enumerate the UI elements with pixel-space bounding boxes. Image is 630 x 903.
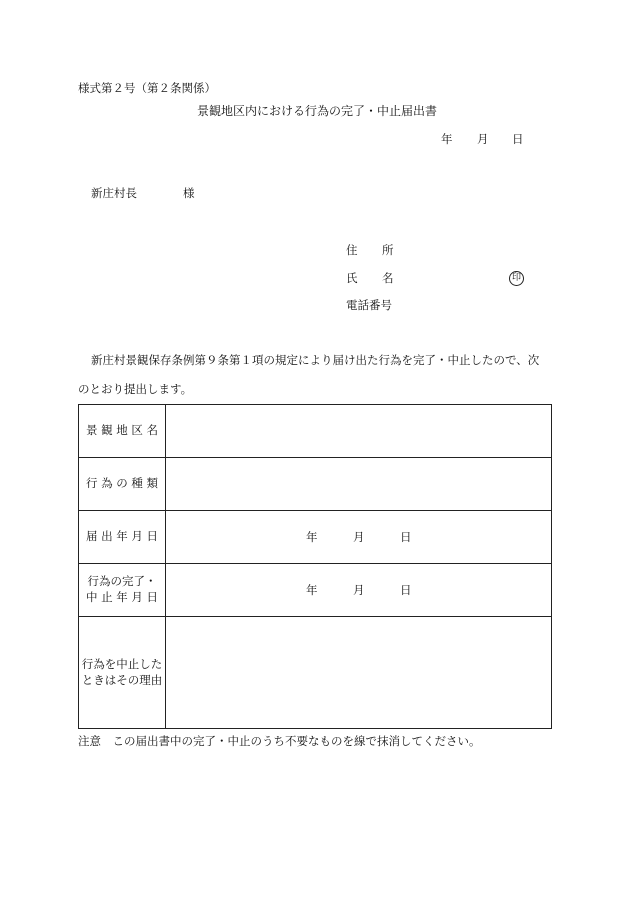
- notification-date-field[interactable]: [166, 511, 552, 564]
- completion-month: 月: [353, 583, 365, 597]
- completion-date-field[interactable]: [166, 564, 552, 617]
- form-table: [78, 404, 552, 729]
- cancellation-reason-label: [79, 617, 166, 729]
- action-type-label: 行 為 の 種 類: [79, 458, 166, 511]
- body-text-line-1: 新庄村景観保存条例第９条第１項の規定により届け出た行為を完了・中止したので、次: [91, 353, 540, 367]
- document-title: 景観地区内における行為の完了・中止届出書: [197, 104, 438, 118]
- cancellation-reason-field[interactable]: [166, 617, 552, 729]
- note-text: 注意 この届出書中の完了・中止のうち不要なものを線で抹消してください。: [78, 734, 481, 748]
- notification-year: 年: [306, 530, 318, 544]
- submission-month: 月: [477, 132, 489, 146]
- district-name-field[interactable]: [166, 405, 552, 458]
- submission-year: 年: [441, 132, 453, 146]
- name-label-2: 名: [382, 271, 394, 285]
- seal-mark: 印: [509, 271, 524, 286]
- completion-date-label: [79, 564, 166, 617]
- notification-day: 日: [400, 530, 412, 544]
- table-row: [79, 617, 552, 729]
- form-number: 様式第２号（第２条関係）: [78, 81, 216, 95]
- address-label-2: 所: [382, 243, 394, 257]
- table-row: [79, 458, 552, 511]
- name-label-1: 氏: [346, 271, 358, 285]
- notification-month: 月: [353, 530, 365, 544]
- district-name-label: 景 観 地 区 名: [79, 405, 166, 458]
- completion-year: 年: [306, 583, 318, 597]
- body-text-line-2: のとおり提出します。: [78, 382, 193, 396]
- action-type-field[interactable]: [166, 458, 552, 511]
- cancellation-reason-label-line-2: ときはその理由: [81, 672, 163, 687]
- address-label-1: 住: [346, 243, 358, 257]
- addressee-name: 新庄村長: [91, 186, 137, 200]
- notification-date-label: 届 出 年 月 日: [79, 511, 166, 564]
- completion-day: 日: [400, 583, 412, 597]
- phone-label: 電話番号: [346, 298, 392, 312]
- cancellation-reason-label-line-1: 行為を中止した: [81, 656, 163, 671]
- completion-date-label-line-1: 行為の完了・: [87, 574, 157, 589]
- completion-date-label-line-2: 中 止 年 月 日: [85, 590, 159, 604]
- table-row: [79, 405, 552, 458]
- submission-day: 日: [512, 132, 524, 146]
- addressee-honorific: 様: [183, 186, 195, 200]
- table-row: [79, 511, 552, 564]
- table-row: [79, 564, 552, 617]
